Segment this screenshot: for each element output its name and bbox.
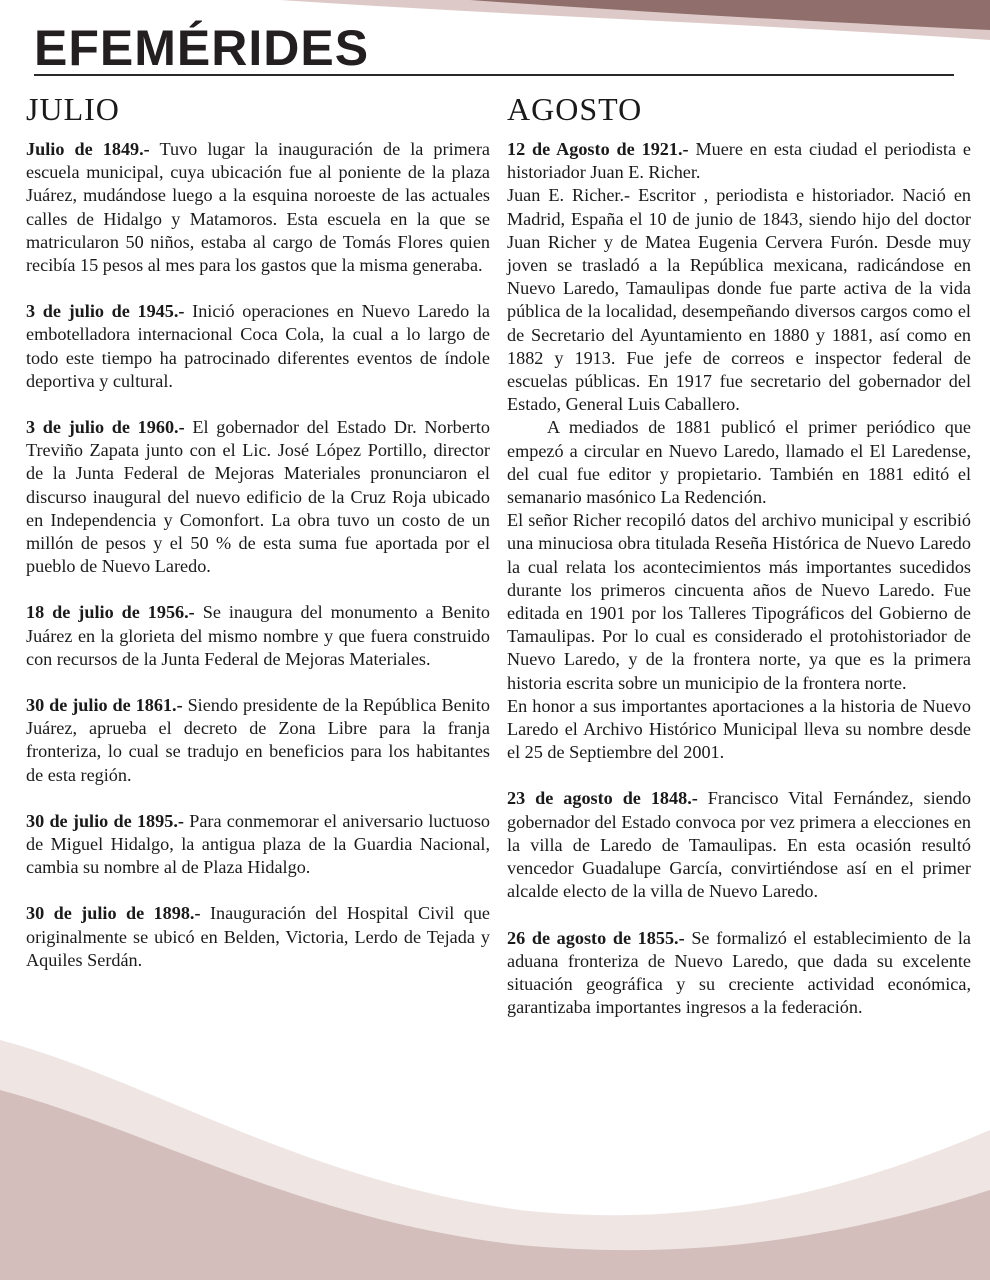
entry-date: 3 de julio de 1945.- <box>26 301 185 322</box>
julio-entry <box>26 601 490 671</box>
julio-column <box>26 90 490 995</box>
entry-text: El gobernador del Estado Dr. Norberto Treviño Zapata junto con el Lic. José López Portillo, director de la Junta Federal de Mejoras Materiales pronunciaron el discurso inaugural del nuevo edificio de la Cruz Roja ubicado en Independencia y Comonfort. La obra tuvo un costo de un millón de pesos y el 50 % de esta suma fue aportada por el pueblo de Nuevo Laredo. <box>26 417 491 577</box>
entry-text: Inició operaciones en Nuevo Laredo la embotelladora internacional Coca Cola, la cual a lo largo de todo este tiempo ha patrocinado diferentes eventos de índole deportiva y cultural. <box>26 301 490 391</box>
richer-paragraph: El señor Richer recopiló datos del archivo municipal y escribió una minuciosa obra titulada Reseña Histórica de Nuevo Laredo la cual relata los acontecimientos más importantes sucedidos durante los primeros cincuenta años de Nuevo Laredo. Fue editada en 1901 por los Talleres Tipográficos del Gobierno de Tamaulipas. Por lo cual es considerado el protohistoriador de Nuevo Laredo, y de la frontera norte, ya que es la primera historia escrita sobre un municipio de la frontera norte. <box>507 510 971 693</box>
entry-date: 26 de agosto de 1855.- <box>507 927 685 948</box>
title-divider <box>34 74 954 76</box>
entry-date: 30 de julio de 1898.- <box>26 903 201 924</box>
agosto-entry-richer <box>507 138 971 764</box>
entry-date: 3 de julio de 1960.- <box>26 417 185 438</box>
entry-text: Para conmemorar el aniversario luctuoso de Miguel Hidalgo, la antigua plaza de la Guardia Nacional, cambia su nombre al de Plaza Hidalgo. <box>26 810 490 878</box>
page-title: EFEMÉRIDES <box>34 20 370 76</box>
entry-text: Se inaugura del monumento a Benito Juárez en la glorieta del mismo nombre y que fuera construido con recursos de la Junta Federal de Mejoras Materiales. <box>26 602 491 669</box>
julio-entry <box>26 694 490 787</box>
entry-text: Muere en esta ciudad el periodista e historiador Juan E. Richer. <box>507 139 971 183</box>
julio-entry <box>26 300 490 393</box>
agosto-entry <box>507 787 971 903</box>
entry-date: 30 de julio de 1895.- <box>26 810 184 831</box>
entry-date: 30 de julio de 1861.- <box>26 695 183 716</box>
entry-date: 12 de Agosto de 1921.- <box>507 139 689 159</box>
agosto-column <box>507 90 971 1042</box>
richer-paragraph: A mediados de 1881 publicó el primer periódico que empezó a circular en Nuevo Laredo, llamado el El Laredense, del cual fue editor y propietario. También en 1881 editó el semanario masónico La Redención. <box>507 417 971 508</box>
julio-heading: JULIO <box>26 91 120 127</box>
entry-text: Siendo presidente de la República Benito Juárez, aprueba el decreto de Zona Libre para la franja fronteriza, lo cual se tradujo en beneficios para los habitantes de esta región. <box>26 695 490 785</box>
richer-bio: Juan E. Richer.- Escritor , periodista e historiador. Nació en Madrid, España el 10 de junio de 1843, siendo hijo del doctor Juan Richer y de Matea Eugenia Cervera Furón. Desde muy joven se trasladó a la República mexicana, radicándose en Nuevo Laredo, Tamaulipas donde fue parte activa de la vida pública de la localidad, desempeñando diversos cargos como el de Secretario del Ayuntamiento en 1880 y 1881, así como en 1882 y 1913. Fue jefe de correos e inspector federal de escuelas públicas. En 1917 fue secretario del gobernador del Estado, General Luis Caballero. <box>507 185 971 415</box>
entry-text: Se formalizó el establecimiento de la aduana fronteriza de Nuevo Laredo, que dada su excelente situación geográfica y su creciente actividad económica, garantizaba importantes ingresos a la federación. <box>507 927 971 1018</box>
entry-text: Francisco Vital Fernández, siendo gobernador del Estado convoca por vez primera a elecciones en la villa de Laredo de Tamaulipas. En esta ocasión resultó vencedor Guadalupe García, convirtiéndose así en el primer alcalde electo de la villa de Nuevo Laredo. <box>507 788 971 902</box>
entry-date: 18 de julio de 1956.- <box>26 602 195 623</box>
entry-text: Tuvo lugar la inauguración de la primera escuela municipal, cuya ubicación fue al poniente de la plaza Juárez, mudándose luego a la esquina noroeste de las actuales calles de Hidalgo y Matamoros. Esta escuela en la que se matricularon 50 niños, estaba al cargo de Tomás Flores quien recibía 15 pesos al mes para los gastos que la misma generaba. <box>26 139 490 276</box>
julio-entry <box>26 138 490 277</box>
julio-entry <box>26 416 490 578</box>
entry-date: Julio de 1849.- <box>26 139 150 159</box>
richer-paragraph: En honor a sus importantes aportaciones a la historia de Nuevo Laredo el Archivo Histórico Municipal lleva su nombre desde el 25 de Septiembre del 2001. <box>507 695 971 763</box>
entry-date: 23 de agosto de 1848.- <box>507 788 698 809</box>
julio-entry <box>26 902 490 972</box>
agosto-heading: AGOSTO <box>507 91 643 127</box>
entry-text: Inauguración del Hospital Civil que originalmente se ubicó en Belden, Victoria, Lerdo de Tejada y Aquiles Serdán. <box>26 903 490 970</box>
agosto-entry <box>507 927 971 1020</box>
julio-entry <box>26 810 490 880</box>
